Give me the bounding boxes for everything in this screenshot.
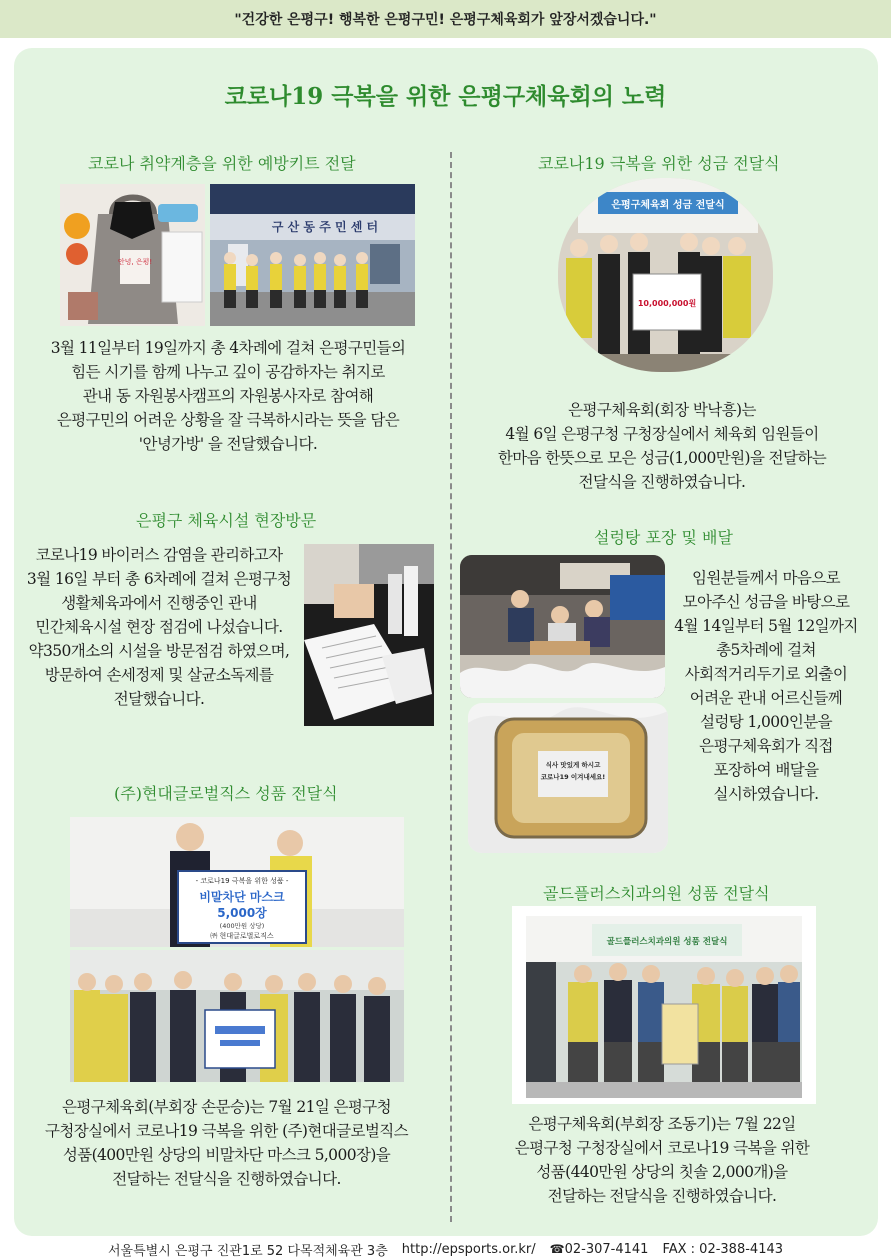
section-title-soup: 설렁탕 포장 및 배달 [594,528,733,547]
photo-safety-kit [60,184,205,326]
footer [0,1238,891,1260]
gold-description: 은평구체육회(부회장 조동기)는 7월 22일 은평구청 구청장실에서 코로나19 극복을 위한 성품(440만원 상당의 칫솔 2,000개)을 전달하는 전달식을 진행하였습니다. [514,1115,810,1205]
gold-banner-text: 골드플러스치과의원 성품 전달식 [606,937,728,947]
photo-donation-ceremony [558,178,773,372]
photo-soup-container [468,703,668,853]
section-title-facility: 은평구 체육시설 현장방문 [136,511,317,530]
page-title: 코로나19 극복을 위한 은평구체육회의 노력 [224,83,667,110]
slogan-text: "건강한 은평구! 행복한 은평구민! 은평구체육회가 앞장서겠습니다." [234,12,657,28]
footer-website-link[interactable]: http://epsports.or.kr/ [401,1241,536,1257]
board-quantity: 5,000장 [217,906,267,920]
section-title-hyundai: (주)현대글로벌직스 성품 전달식 [114,784,338,803]
board-value: (400만원 상당) [219,922,265,930]
phone-icon: ☎ [549,1241,565,1256]
kit-description: 3월 11일부터 19일까지 총 4차례에 걸쳐 은평구민들의 힘든 시기를 함께 나누고 깊이 공감하자는 취지로 관내 동 자원봉사캠프의 자원봉사자로 참여해 은평구민의 어려운 상황을 잘 극복하시라는 뜻을 담은 '안녕가방' 을 전달했습니다. [50,339,406,453]
soup-description: 임원분들께서 마음으로 모아주신 성금을 바탕으로 4월 14일부터 5월 12일까지 총5차례에 걸쳐 사회적거리두기로 외출이 어려운 관내 어르신들께 설렁탕 1,000인분을 은평구체육회가 직접 포장하여 배달을 실시하였습니다. [674,569,858,803]
donation-banner-text: 은평구체육회 성금 전달식 [611,200,725,211]
photo-toothbrush-ceremony [512,906,816,1104]
section-title-kit: 코로나 취약계층을 위한 예방키트 전달 [88,154,356,173]
footer-fax: FAX : 02-388-4143 [662,1241,784,1257]
photo-mask-handover [70,817,404,947]
donation-board-amount: 10,000,000원 [637,299,697,308]
photo-mask-group [70,950,404,1082]
board-product: 비말차단 마스크 [199,890,285,904]
footer-phone-number: 02-307-4141 [564,1241,649,1257]
photo-facility-inspection [304,544,434,726]
section-title-gold: 골드플러스치과의원 성품 전달식 [543,884,770,903]
donation-description: 은평구체육회(회장 박낙흥)는 4월 6일 은평구청 구청장실에서 체육회 임원들이 한마음 한뜻으로 모은 성금(1,000만원)을 전달하는 전달식을 진행하였습니다. [497,401,827,491]
board-top-line: - 코로나19 극복을 위한 성품 - [195,877,289,885]
facility-description: 코로나19 바이러스 감염을 관리하고자 3월 16일 부터 총 6차례에 걸쳐 은평구청 생활체육과에서 진행중인 관내 민간체육시설 현장 점검에 나섰습니다. 약350개소의 시설을 방문점검 하였으며, 방문하여 손세정제 및 살균소독제를 전달했습니다. [26,546,292,708]
column-divider [450,152,452,1222]
bag-label: 안녕, 은평! [117,258,153,266]
hyundai-description: 은평구체육회(부회장 손문승)는 7월 21일 은평구청 구청장실에서 코로나19 극복을 위한 (주)현대글로벌직스 성품(400만원 상당의 비말차단 마스크 5,000장)을 전달하는 전달식을 진행하였습니다. [45,1098,408,1188]
photo-soup-packing [460,555,665,698]
building-sign: 구 산 동 주 민 센 터 [271,220,379,234]
footer-phone [550,1242,649,1257]
photo-volunteers [210,184,415,326]
board-company: ㈜ 현대글로벌로직스 [210,932,274,940]
top-banner [0,0,891,38]
container-label-line2: 코로나19 이겨내세요! [540,773,606,781]
footer-address: 서울특별시 은평구 진관1로 52 다목적체육관 3층 [107,1243,388,1259]
section-title-donation: 코로나19 극복을 위한 성금 전달식 [538,154,780,173]
container-label-line1: 식사 맛있게 하시고 [545,761,601,769]
